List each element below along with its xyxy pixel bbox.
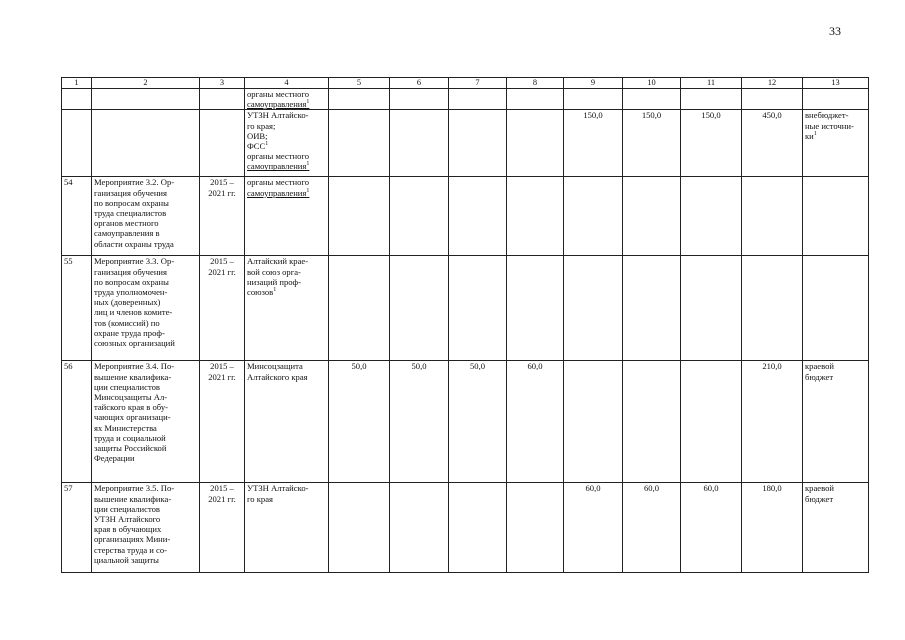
executor-line [247,110,326,120]
activity-line: по вопросам охраны [94,197,169,208]
value-col-9: 150,0 [564,110,623,177]
value-col-11: 150,0 [681,110,742,177]
value-col-6 [390,256,449,361]
activity-line: Мероприятие 3.4. По- [94,361,175,372]
value-col-8 [507,177,564,256]
value-col-11: 60,0 [681,483,742,573]
executor-line-text: Алтайский крае- [247,256,309,267]
activity-line: вышение квалифика- [94,493,172,504]
period-cell [200,361,245,483]
value-col-8 [507,89,564,110]
funding-source-line [805,494,866,504]
value-col-7: 50,0 [449,361,507,483]
activity-cell [92,110,200,177]
executor-line-text: УТЗН Алтайско- [247,483,309,494]
executor-line [247,99,326,109]
activity-line: ции специалистов [94,503,160,514]
column-number-9: 9 [564,78,623,89]
period-cell [200,483,245,573]
executor-line [247,372,326,382]
executor-line-text: го края [247,493,273,504]
table-row [62,256,869,361]
row-number: 54 [62,177,92,256]
activity-line: ных (доверенных) [94,297,161,308]
period-line: 2015 – [210,361,234,372]
executor-line [247,89,326,99]
row-number [62,89,92,110]
value-col-11 [681,177,742,256]
column-number-6: 6 [390,78,449,89]
activity-line: стерства труда и со- [94,544,168,555]
column-number-11: 11 [681,78,742,89]
value-col-10 [623,89,681,110]
table-row [62,110,869,177]
period-cell [200,177,245,256]
executor-cell [245,177,329,256]
value-col-12 [742,177,803,256]
table-row [62,361,869,483]
activity-line: труда специалистов [94,208,167,219]
table-row [62,89,869,110]
row-number [62,110,92,177]
value-col-8 [507,256,564,361]
value-col-10: 150,0 [623,110,681,177]
activity-line: чающих организаци- [94,412,171,423]
value-col-12 [742,256,803,361]
value-col-6 [390,483,449,573]
value-col-11 [681,89,742,110]
funding-source-line [805,110,866,120]
period-line: 2015 – [210,177,234,188]
executor-cell [245,483,329,573]
executor-line [247,277,326,287]
activity-cell [92,256,200,361]
executor-line [247,131,326,141]
activity-line: труда и социальной [94,432,166,443]
executor-line-text: самоуправления [247,161,307,172]
table-row [62,177,869,256]
executor-line-text: низаций проф- [247,276,301,287]
activity-line: труда уполномочен- [94,287,168,298]
activity-line: края в обучающих [94,524,162,535]
table-row [62,483,869,573]
value-col-9 [564,89,623,110]
executor-line [247,494,326,504]
activity-cell [92,483,200,573]
activity-line: организациях Мини- [94,534,171,545]
activity-line: тов (комиссий) по [94,317,160,328]
value-col-12: 180,0 [742,483,803,573]
value-col-5 [329,89,390,110]
value-col-12 [742,89,803,110]
column-number-row [62,78,869,89]
value-col-5 [329,483,390,573]
column-number-8: 8 [507,78,564,89]
funding-source-line-text: краевой [805,483,834,494]
period-line: 2015 – [210,483,234,494]
funding-source-line [805,131,866,141]
period-line: 2021 гг. [208,371,236,382]
column-number-5: 5 [329,78,390,89]
executor-line [247,267,326,277]
executor-line-text: органы местного [247,177,309,188]
period-cell [200,256,245,361]
column-number-3: 3 [200,78,245,89]
value-col-10: 60,0 [623,483,681,573]
period-cell [200,89,245,110]
column-number-12: 12 [742,78,803,89]
value-col-5 [329,110,390,177]
value-col-8 [507,483,564,573]
activity-line: органов местного [94,218,159,229]
activity-line: ганизация обучения [94,266,167,277]
activity-line: УТЗН Алтайского [94,514,161,525]
funding-source-cell [803,483,869,573]
executor-line-text: Минсоцзащита [247,361,303,372]
executor-line-text: органы местного [247,151,309,162]
funding-source-line [805,121,866,131]
value-col-9 [564,177,623,256]
activity-line: Мероприятие 3.3. Ор- [94,256,175,267]
funding-source-line [805,361,866,371]
executor-line-text: го края; [247,120,276,131]
activity-line: ях Министерства [94,422,157,433]
value-col-5: 50,0 [329,361,390,483]
executor-line-text: самоуправления [247,187,307,198]
period-line: 2015 – [210,256,234,267]
value-col-7 [449,483,507,573]
value-col-11 [681,361,742,483]
activity-cell [92,361,200,483]
funding-source-line-text: ки [805,130,814,141]
funding-source-line-text: бюджет [805,493,834,504]
activity-line: Минсоцзащиты Ал- [94,392,168,403]
executor-line-text: самоуправления [247,99,307,110]
value-col-10 [623,361,681,483]
period-line: 2021 гг. [208,493,236,504]
funding-source-cell [803,361,869,483]
funding-source-cell [803,89,869,110]
executor-line-text: УТЗН Алтайско- [247,110,309,121]
footnote-marker: 1 [306,187,310,194]
value-col-5 [329,177,390,256]
activity-line: защиты Российской [94,443,167,454]
executor-line [247,141,326,151]
executor-line-text: вой союз орга- [247,266,301,277]
executor-line [247,161,326,171]
value-col-7 [449,256,507,361]
executor-line-text: союзов [247,287,274,298]
value-col-9: 60,0 [564,483,623,573]
funding-source-cell [803,177,869,256]
activity-line: лиц и членов комите- [94,307,173,318]
funding-source-cell [803,110,869,177]
funding-source-line [805,372,866,382]
activity-line: вышение квалифика- [94,371,172,382]
activity-line: ганизация обучения [94,187,167,198]
executor-line [247,177,326,187]
activity-line: союзных организаций [94,338,175,349]
executor-line [247,151,326,161]
activity-line: по вопросам охраны [94,276,169,287]
value-col-6 [390,177,449,256]
value-col-6 [390,110,449,177]
executor-line-text: органы местного [247,89,309,99]
column-number-13: 13 [803,78,869,89]
executor-line [247,188,326,198]
column-number-4: 4 [245,78,329,89]
column-number-10: 10 [623,78,681,89]
executor-cell [245,361,329,483]
activity-line: Мероприятие 3.5. По- [94,483,175,494]
funding-source-line-text: бюджет [805,371,834,382]
executor-line [247,256,326,266]
row-number: 57 [62,483,92,573]
activity-cell [92,177,200,256]
period-cell [200,110,245,177]
executor-line [247,361,326,371]
activity-cell [92,89,200,110]
executor-line [247,287,326,297]
footnote-marker: 1 [273,287,277,294]
activity-line: Мероприятие 3.2. Ор- [94,177,175,188]
executor-cell [245,256,329,361]
activity-line: тайского края в обу- [94,402,168,413]
value-col-7 [449,89,507,110]
column-number-7: 7 [449,78,507,89]
program-table [61,77,869,573]
executor-line-text: ФСС [247,141,266,152]
activity-line: самоуправления в [94,228,160,239]
funding-source-cell [803,256,869,361]
value-col-9 [564,256,623,361]
value-col-12: 210,0 [742,361,803,483]
row-number: 55 [62,256,92,361]
funding-source-line-text: краевой [805,361,834,372]
funding-source-line [805,483,866,493]
executor-line [247,483,326,493]
activity-line: ции специалистов [94,381,160,392]
value-col-10 [623,177,681,256]
page-number: 33 [829,24,841,38]
value-col-6: 50,0 [390,361,449,483]
activity-line: циальной защиты [94,554,159,565]
row-number: 56 [62,361,92,483]
period-line: 2021 гг. [208,187,236,198]
value-col-8: 60,0 [507,361,564,483]
funding-source-line-text: внебюджет- [805,110,849,121]
activity-line: охране труда проф- [94,327,165,338]
executor-line-text: ОИВ; [247,130,268,141]
executor-line-text: Алтайского края [247,371,308,382]
period-line: 2021 гг. [208,266,236,277]
activity-line: Федерации [94,453,135,464]
funding-source-line-text: ные источни- [805,120,854,131]
value-col-8 [507,110,564,177]
value-col-6 [390,89,449,110]
activity-line: области охраны труда [94,238,174,249]
executor-line [247,121,326,131]
footnote-marker: 1 [265,141,269,148]
executor-cell [245,110,329,177]
value-col-9 [564,361,623,483]
value-col-5 [329,256,390,361]
footnote-marker: 1 [306,99,310,106]
value-col-7 [449,110,507,177]
column-number-2: 2 [92,78,200,89]
value-col-7 [449,177,507,256]
footnote-marker: 1 [306,161,310,168]
value-col-10 [623,256,681,361]
executor-cell [245,89,329,110]
footnote-marker: 1 [813,130,817,137]
value-col-11 [681,256,742,361]
value-col-12: 450,0 [742,110,803,177]
column-number-1: 1 [62,78,92,89]
